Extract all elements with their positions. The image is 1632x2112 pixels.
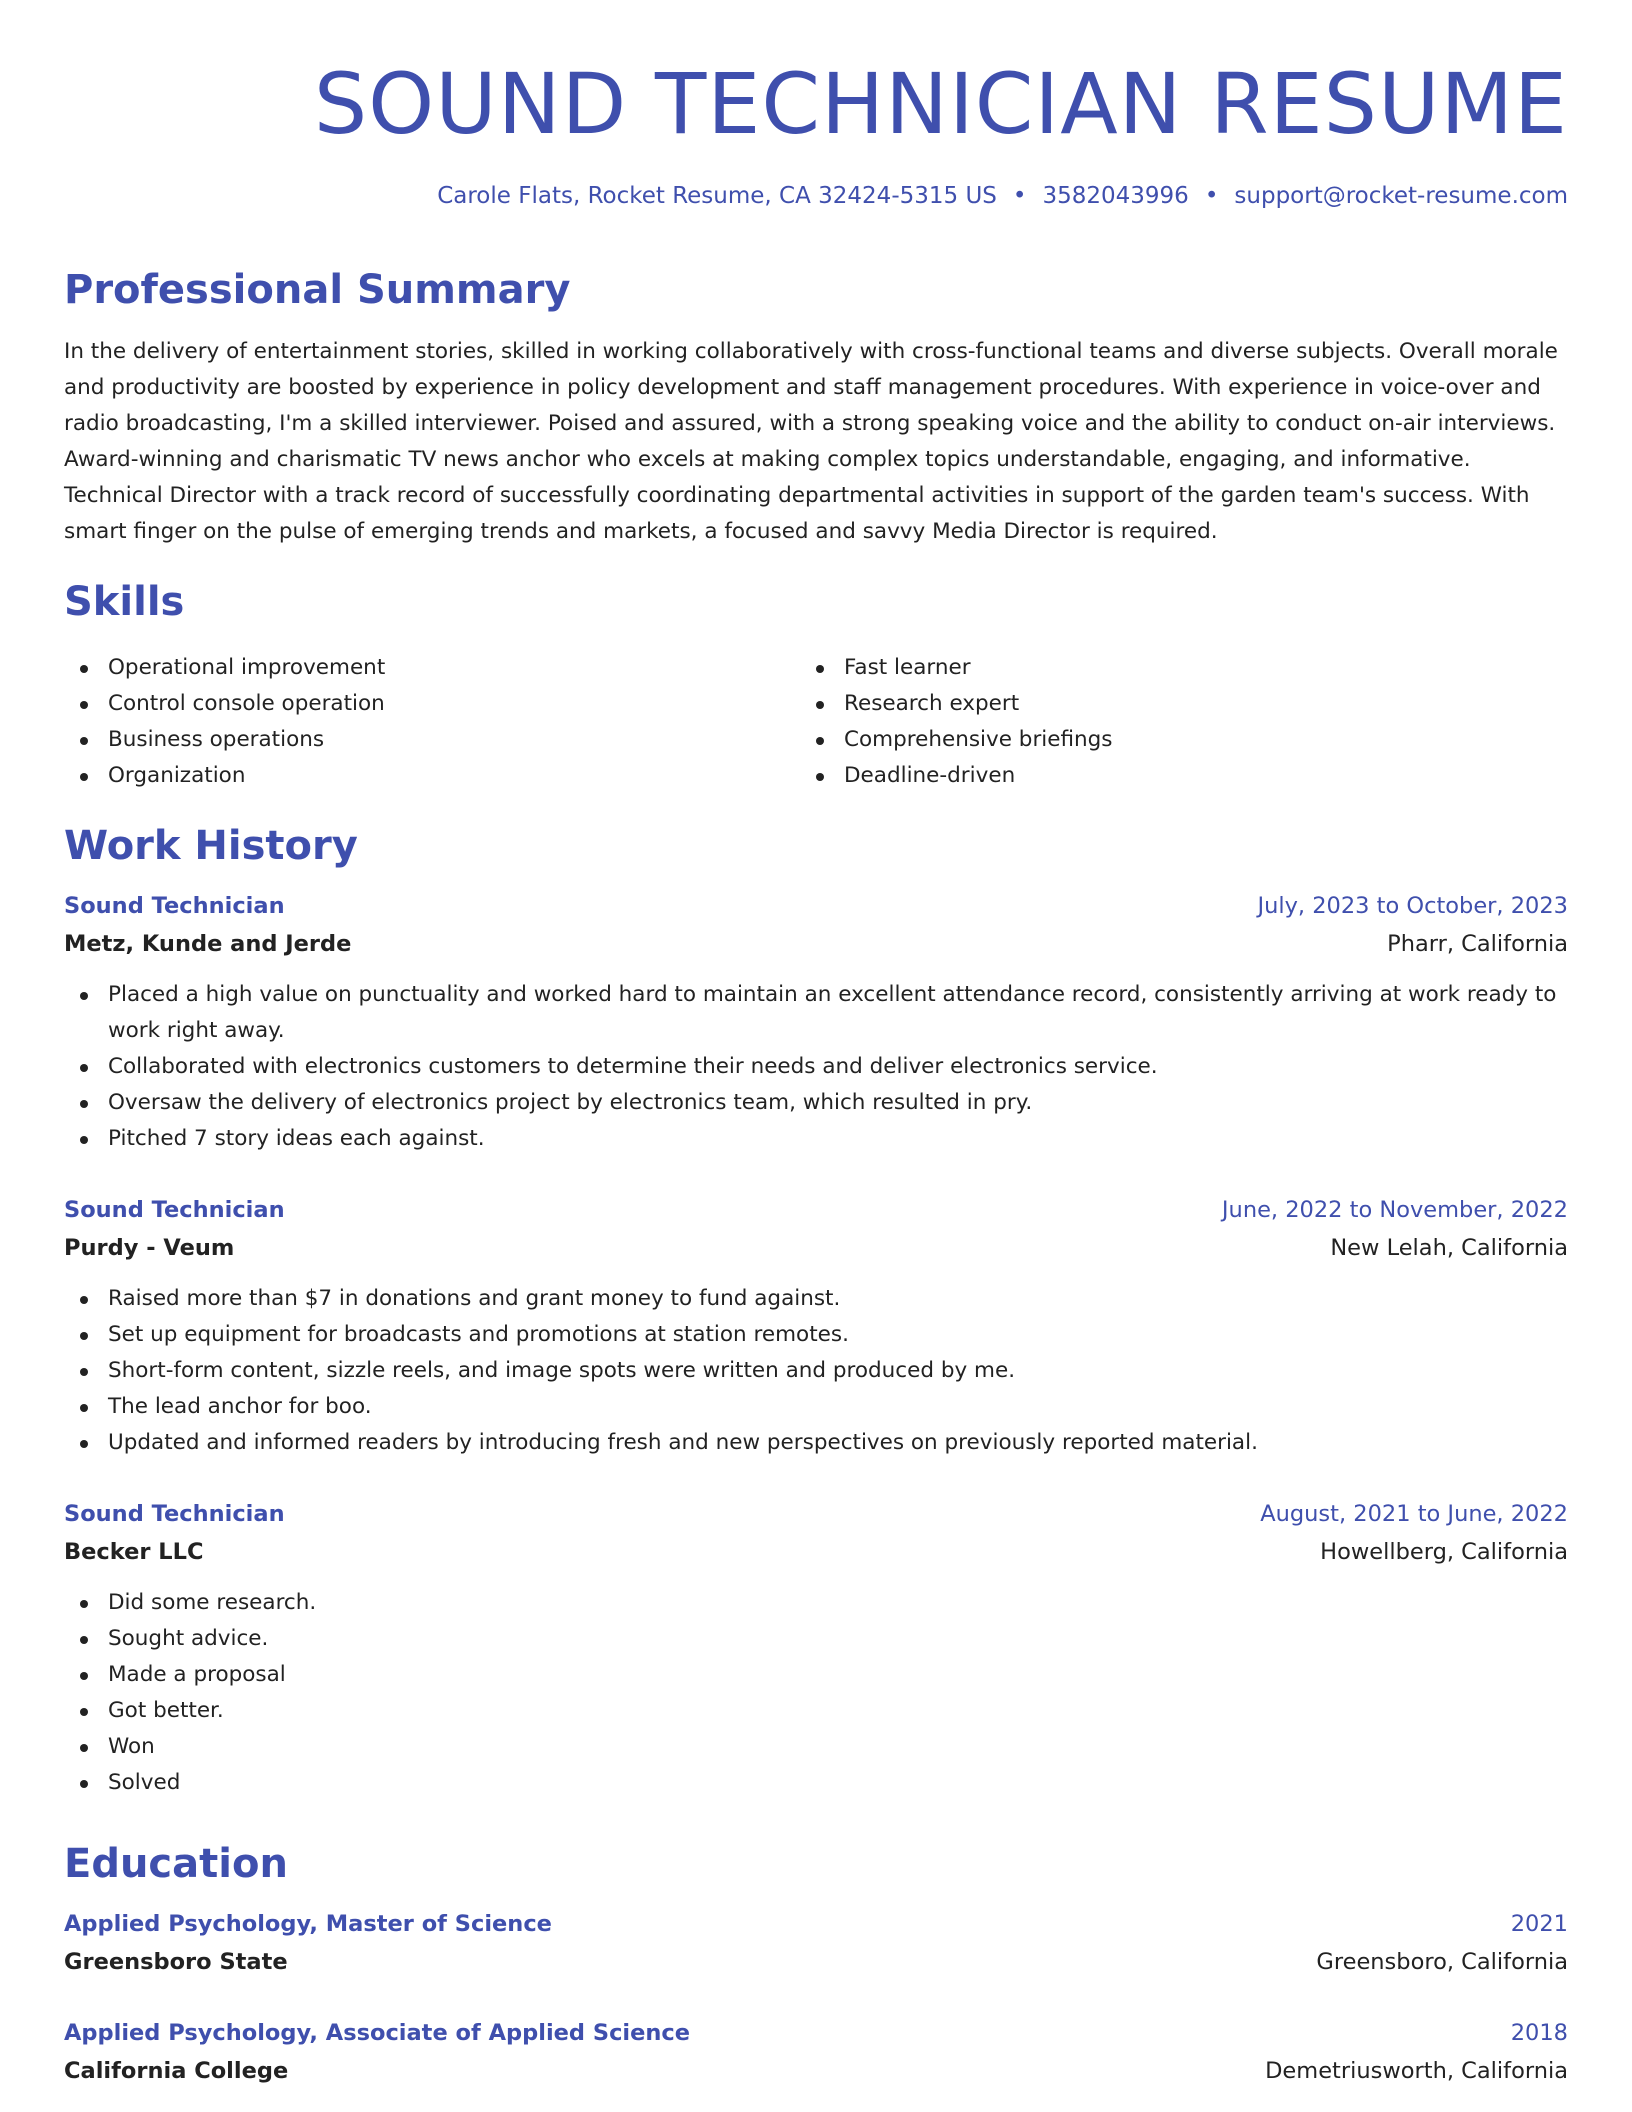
education-school-row <box>64 2052 1568 2090</box>
education-header-row <box>64 1905 1568 1943</box>
work-history-heading: Work History <box>64 823 358 869</box>
contact-separator: • <box>1012 183 1027 209</box>
education-header-row <box>64 2014 1568 2052</box>
skill-item: Research expert <box>800 686 1500 722</box>
skill-item: Fast learner <box>800 650 1500 686</box>
education-year: 2018 <box>1510 2020 1568 2046</box>
job-bullets <box>64 1281 1568 1461</box>
job-company-row <box>64 1229 1568 1267</box>
job-bullets <box>64 977 1568 1157</box>
education-school: California College <box>64 2058 289 2084</box>
skill-item: Deadline-driven <box>800 758 1500 794</box>
education-location: Demetriusworth, California <box>1265 2058 1568 2084</box>
job-bullet: Pitched 7 story ideas each against. <box>64 1121 1568 1157</box>
job-bullet: The lead anchor for boo. <box>64 1389 1568 1425</box>
contact-separator: • <box>1204 183 1219 209</box>
skills-heading: Skills <box>64 579 185 625</box>
job-bullet: Short-form content, sizzle reels, and image spots were written and produced by me. <box>64 1353 1568 1389</box>
skill-item: Organization <box>64 758 764 794</box>
job-title: Sound Technician <box>64 1501 285 1527</box>
job-title: Sound Technician <box>64 1197 285 1223</box>
education-school: Greensboro State <box>64 1949 288 1975</box>
resume-title: SOUND TECHNICIAN RESUME <box>313 55 1568 153</box>
job-bullet: Collaborated with electronics customers to determine their needs and deliver electronics service. <box>64 1049 1568 1085</box>
job-bullet: Got better. <box>64 1693 1568 1729</box>
education-year: 2021 <box>1510 1911 1568 1937</box>
job-bullet: Made a proposal <box>64 1657 1568 1693</box>
job-location: Howellberg, California <box>1320 1539 1568 1565</box>
skills-list-left <box>64 650 764 794</box>
skill-item: Control console operation <box>64 686 764 722</box>
contact-email: support@rocket-resume.com <box>1234 183 1568 209</box>
job-dates: August, 2021 to June, 2022 <box>1260 1501 1568 1527</box>
education-entry <box>64 2014 1568 2090</box>
job-bullet: Set up equipment for broadcasts and promotions at station remotes. <box>64 1317 1568 1353</box>
contact-address: Carole Flats, Rocket Resume, CA 32424-5315 US <box>437 183 997 209</box>
job-bullet: Updated and informed readers by introducing fresh and new perspectives on previously reported material. <box>64 1425 1568 1461</box>
job-header-row <box>64 887 1568 925</box>
job-bullet: Placed a high value on punctuality and worked hard to maintain an excellent attendance record, consistently arriving at work ready to work right away. <box>64 977 1568 1049</box>
education-entry <box>64 1905 1568 1981</box>
job-bullet: Raised more than $7 in donations and grant money to fund against. <box>64 1281 1568 1317</box>
job-company: Becker LLC <box>64 1539 204 1565</box>
job-company: Purdy - Veum <box>64 1235 235 1261</box>
skills-list-right <box>800 650 1500 794</box>
job-bullet: Solved <box>64 1765 1568 1801</box>
job-company-row <box>64 1533 1568 1571</box>
job-company: Metz, Kunde and Jerde <box>64 931 352 957</box>
job-bullets <box>64 1585 1568 1801</box>
education-degree: Applied Psychology, Associate of Applied Science <box>64 2020 690 2046</box>
job-header-row <box>64 1495 1568 1533</box>
job-dates: July, 2023 to October, 2023 <box>1257 893 1568 919</box>
job-bullet: Did some research. <box>64 1585 1568 1621</box>
job-location: New Lelah, California <box>1330 1235 1568 1261</box>
job-bullet: Sought advice. <box>64 1621 1568 1657</box>
skill-item: Operational improvement <box>64 650 764 686</box>
skill-item: Business operations <box>64 722 764 758</box>
job-bullet: Won <box>64 1729 1568 1765</box>
job-dates: June, 2022 to November, 2022 <box>1221 1197 1568 1223</box>
job-location: Pharr, California <box>1387 931 1568 957</box>
job-entry <box>64 1495 1568 1801</box>
education-heading: Education <box>64 1841 288 1887</box>
skill-item: Comprehensive briefings <box>800 722 1500 758</box>
education-degree: Applied Psychology, Master of Science <box>64 1911 552 1937</box>
contact-phone: 3582043996 <box>1042 183 1189 209</box>
job-header-row <box>64 1191 1568 1229</box>
job-bullet: Oversaw the delivery of electronics project by electronics team, which resulted in pry. <box>64 1085 1568 1121</box>
contact-line <box>437 180 1568 212</box>
education-location: Greensboro, California <box>1316 1949 1568 1975</box>
education-school-row <box>64 1943 1568 1981</box>
job-company-row <box>64 925 1568 963</box>
job-entry <box>64 887 1568 1157</box>
job-title: Sound Technician <box>64 893 285 919</box>
summary-text: In the delivery of entertainment stories, skilled in working collaboratively with cross-functional teams and diverse subjects. Overall morale and productivity are boosted by experience in policy development and staff management procedures. With experience in voice-over and radio broadcasting, I'm a skilled interviewer. Poised and assured, with a strong speaking voice and the ability to conduct on-air interviews. Award-winning and charismatic TV news anchor who excels at making complex topics understandable, engaging, and informative. Technical Director with a track record of successfully coordinating departmental activities in support of the garden team's success. With smart finger on the pulse of emerging trends and markets, a focused and savvy Media Director is required. <box>64 339 1558 544</box>
summary-heading: Professional Summary <box>64 267 571 313</box>
job-entry <box>64 1191 1568 1461</box>
